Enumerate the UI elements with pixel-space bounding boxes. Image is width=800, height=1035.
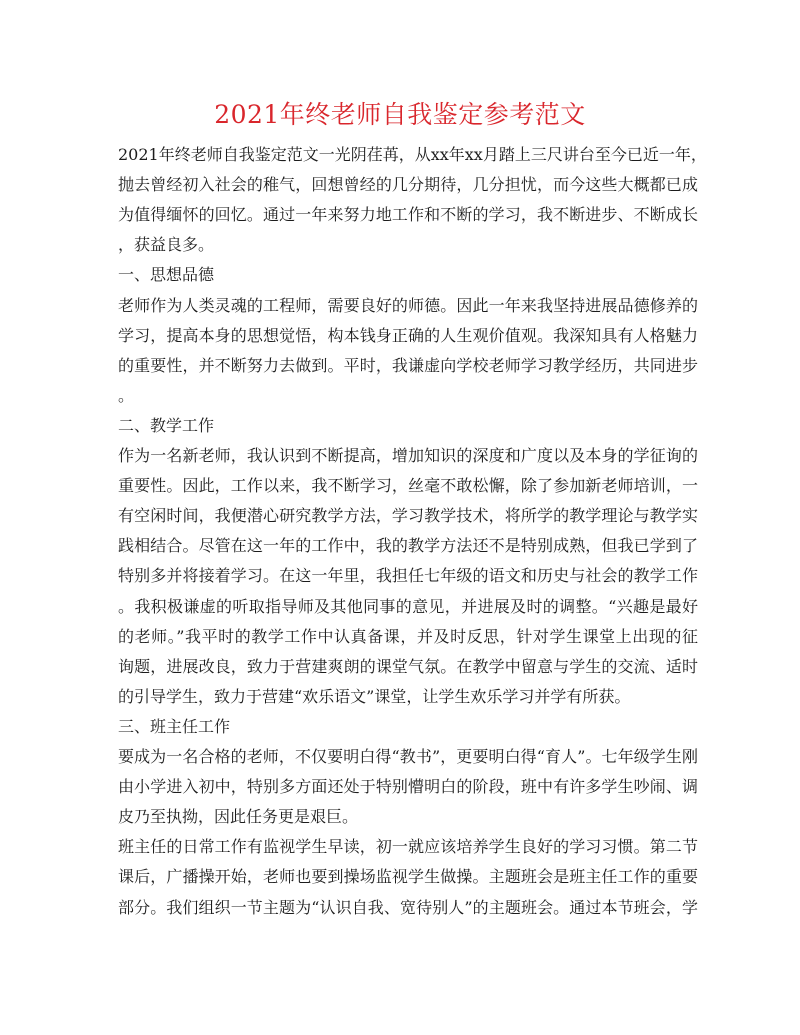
text-line: 为值得缅怀的回忆。通过一年来努力地工作和不断的学习，我不断进步、不断成长 (118, 205, 698, 225)
text-line: ，获益良多。 (118, 235, 215, 255)
text-line: 由小学进入初中，特别多方面还处于特别懵明白的阶段，班中有许多学生吵闹、调 (118, 777, 698, 797)
text-line: 。 (118, 385, 135, 405)
text-line: 作为一名新老师，我认识到不断提高，增加知识的深度和广度以及本身的学征询的 (118, 446, 698, 465)
text-line: 。我积极谦虚的听取指导师及其他同事的意见，并进展及时的调整。“兴趣是最好 (118, 596, 698, 616)
text-line: 老师作为人类灵魂的工程师，需要良好的师德。因此一年来我坚持进展品德修养的 (118, 295, 698, 315)
text-line: 抛去曾经初入社会的稚气，回想曾经的几分期待，几分担忧，而今这些大概都已成 (118, 175, 698, 195)
text-line: 的重要性，并不断努力去做到。平时，我谦虚向学校老师学习教学经历，共同进步 (118, 355, 698, 375)
text-line: 班主任的日常工作有监视学生早读，初一就应该培养学生良好的学习习惯。第二节 (118, 837, 698, 857)
text-line: 二、教学工作 (118, 415, 215, 435)
text-line: 重要性。因此，工作以来，我不断学习，丝毫不敢松懈，除了参加新老师培训，一 (118, 476, 698, 496)
text-line: 学习，提高本身的思想觉悟，构本钱身正确的人生观价值观。我深知具有人格魅力 (118, 325, 698, 345)
text-line: 课后，广播操开始，老师也要到操场监视学生做操。主题班会是班主任工作的重要 (118, 867, 698, 887)
text-line: 一、思想品德 (118, 265, 215, 285)
text-line: 三、班主任工作 (118, 716, 231, 736)
text-line: 践相结合。尽管在这一年的工作中，我的教学方法还不是特别成熟，但我已学到了 (118, 536, 698, 556)
text-line: 2021年终老师自我鉴定范文一光阴荏苒，从xx年xx月踏上三尺讲台至今已近一年， (118, 145, 707, 164)
text-line: 部分。我们组织一节主题为“认识自我、宽待别人”的主题班会。通过本节班会，学 (118, 897, 698, 917)
text-line: 特别多并将接着学习。在这一年里，我担任七年级的语文和历史与社会的教学工作 (118, 566, 698, 586)
text-line: 皮乃至执拗，因此任务更是艰巨。 (118, 807, 359, 827)
text-line: 的引导学生，致力于营建“欢乐语文”课堂，让学生欢乐学习并学有所获。 (118, 686, 631, 706)
text-line: 要成为一名合格的老师，不仅要明白得“教书”，更要明白得“育人”。七年级学生刚 (118, 747, 698, 766)
text-line: 的老师。”我平时的教学工作中认真备课，并及时反思，针对学生课堂上出现的征 (118, 626, 698, 646)
text-line: 询题，进展改良，致力于营建爽朗的课堂气氛。在教学中留意与学生的交流、适时 (118, 656, 698, 676)
document-title: 2021年终老师自我鉴定参考范文 (214, 100, 586, 129)
text-line: 有空闲时间，我便潜心研究教学方法，学习教学技术，将所学的教学理论与教学实 (118, 506, 698, 526)
